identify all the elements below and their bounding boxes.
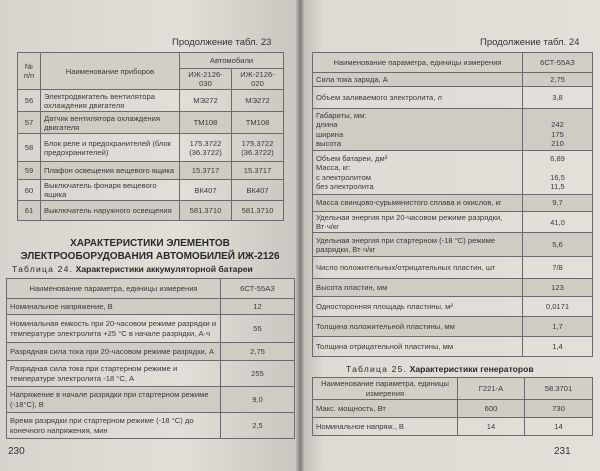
cell-value [523, 279, 593, 297]
cell-value: 14 [458, 418, 525, 436]
table-25-title: Характеристики генераторов [409, 364, 534, 374]
cell-param [313, 257, 523, 279]
cell-text: 0,0171 [545, 302, 570, 312]
cell-num: 57 [18, 112, 41, 134]
table-24-part-1 [6, 278, 295, 439]
table-row [18, 112, 284, 134]
header-num: № п/п [18, 53, 41, 90]
cell-value [523, 317, 593, 337]
cell-param: Разрядная сила тока при 20-часовом режиме разрядки, А [7, 343, 221, 361]
cell-num: 56 [18, 90, 41, 112]
cell-value: 14 [525, 418, 593, 436]
cell-name: Выключатель наружного освещения [41, 201, 180, 221]
cell-value: 175.3722 (36.3722) [180, 134, 232, 162]
cell-value: ТМ108 [180, 112, 232, 134]
cell-text: 3,8 [552, 92, 563, 102]
cell-name: Плафон освещения вещевого ящика [41, 162, 180, 180]
cell-value: 2,5 [221, 413, 295, 439]
cell-value: МЭ272 [180, 90, 232, 112]
cell-value: 581.3710 [180, 201, 232, 221]
cell-text: Высота пластин, мм [316, 283, 388, 293]
cell-value: ВК407 [232, 180, 284, 201]
cell-text: 7/8 [552, 263, 563, 273]
cell-text: без электролита [316, 181, 374, 191]
table-row [313, 73, 593, 87]
book-gutter [296, 0, 304, 471]
cell-num: 59 [18, 162, 41, 180]
cell-param: Время разрядки при стартерном режиме (-18 °С) до конечного напряжения, мин [7, 413, 221, 439]
section-title-line-1: ХАРАКТЕРИСТИКИ ЭЛЕМЕНТОВ [70, 238, 230, 249]
cell-param [313, 195, 523, 212]
cell-name: Датчик вентилятора охлаждения двигателя [41, 112, 180, 134]
cell-param [313, 297, 523, 317]
table-row [18, 180, 284, 201]
header-auto: Автомобили [180, 53, 284, 69]
cell-value: 55 [221, 315, 295, 343]
table-row [18, 90, 284, 112]
cell-text: 210 [551, 138, 564, 148]
cell-param [313, 279, 523, 297]
cell-text: длина [316, 120, 338, 130]
header-name: Наименование приборов [41, 53, 180, 90]
cell-text: Толщина отрицательной пластины, мм [316, 342, 454, 352]
table-row [7, 361, 295, 387]
cell-text: 2,75 [550, 74, 565, 84]
header-value: 6СТ-55АЗ [221, 279, 295, 299]
cell-param: Напряжение в начале разрядки при стартерном режиме (-18°С), В [7, 387, 221, 413]
cell-text: ширина [316, 129, 344, 139]
cell-text: 1,7 [552, 322, 563, 332]
table-row [7, 413, 295, 439]
cell-text: Удельная энергия при стартерном (-18 °С) режиме разрядки, Вт·ч/кг [316, 235, 496, 254]
table-row [313, 317, 593, 337]
cell-text: 11,5 [550, 181, 565, 191]
table-row [313, 297, 593, 317]
cell-value: 600 [458, 400, 525, 418]
cell-text: 123 [551, 283, 564, 293]
table-row [7, 315, 295, 343]
continuation-label: Продолжение табл. 24 [480, 37, 580, 48]
cell-param: Разрядная сила тока при стартерном режиме и температуре электролита -18 °С, А [7, 361, 221, 387]
cell-value: 12 [221, 299, 295, 315]
cell-param: Номинальная емкость при 20-часовом режиме разрядки и температуре электролита +25 °С в начале разрядки, А·ч [7, 315, 221, 343]
cell-param [313, 212, 523, 233]
cell-value: МЭ272 [232, 90, 284, 112]
cell-text: 9,7 [552, 198, 563, 208]
cell-param: Номинальное напряж., В [313, 418, 458, 436]
cell-value: 15.3717 [232, 162, 284, 180]
table-row [313, 195, 593, 212]
cell-name: Электродвигатель вентилятора охлаждения двигателя [41, 90, 180, 112]
table-row [18, 201, 284, 221]
cell-text: Удельная энергия при 20-часовом режиме разрядки, Вт·ч/кг [316, 213, 503, 232]
cell-value [523, 195, 593, 212]
continuation-label: Продолжение табл. 23 [172, 37, 272, 48]
table-25 [312, 377, 593, 436]
cell-value [523, 233, 593, 257]
cell-param [313, 233, 523, 257]
table-row [313, 400, 593, 418]
cell-value [523, 257, 593, 279]
table-row [313, 233, 593, 257]
cell-param: Макс. мощность, Вт [313, 400, 458, 418]
cell-value: 15.3717 [180, 162, 232, 180]
cell-value [523, 297, 593, 317]
cell-value: 9,0 [221, 387, 295, 413]
page-number: 231 [554, 446, 571, 457]
right-page [300, 0, 600, 471]
table-row [7, 343, 295, 361]
table-25-label: Таблица 25. [346, 364, 408, 374]
table-row [313, 109, 593, 151]
header-param: Наименование параметра, единицы измерения [7, 279, 221, 299]
table-row [18, 162, 284, 180]
cell-value: 730 [525, 400, 593, 418]
cell-text: 5,6 [552, 240, 563, 250]
page-number: 230 [8, 446, 25, 457]
cell-value [523, 109, 593, 151]
table-row [313, 87, 593, 109]
table-row [313, 418, 593, 436]
cell-text: Масса, кг: [316, 163, 351, 173]
table-row [18, 134, 284, 162]
cell-param [313, 87, 523, 109]
header-value: 6СТ-55АЗ [523, 53, 593, 73]
cell-value: 255 [221, 361, 295, 387]
cell-text: Габариты, мм: [316, 111, 367, 121]
table-row [7, 387, 295, 413]
cell-value [523, 212, 593, 233]
table-24-part-2 [312, 52, 593, 357]
cell-text: Объем батареи, дм³ [316, 154, 388, 164]
table-25-caption [346, 364, 596, 374]
header-generator-1: Г221-А [458, 378, 525, 400]
cell-text: 242 [551, 120, 564, 130]
cell-text: Объем заливаемого электролита, л [316, 92, 442, 102]
table-23 [17, 52, 284, 221]
cell-value: 581.3710 [232, 201, 284, 221]
cell-param [313, 317, 523, 337]
header-param: Наименование параметра, единицы измерения [313, 53, 523, 73]
header-model-1: ИЖ-2126-030 [180, 69, 232, 90]
table-row [313, 151, 593, 195]
cell-param [313, 151, 523, 195]
cell-text: 41,0 [550, 217, 565, 227]
cell-text: 16,5 [550, 172, 565, 182]
cell-name: Выключатель фонаря вещевого ящика [41, 180, 180, 201]
cell-num: 60 [18, 180, 41, 201]
cell-num: 61 [18, 201, 41, 221]
cell-value [523, 337, 593, 357]
cell-value: 2,75 [221, 343, 295, 361]
cell-text: Число положительных/отрицательных пластин, шт [316, 263, 496, 273]
cell-param: Номинальное напряжение, В [7, 299, 221, 315]
table-row [313, 279, 593, 297]
cell-value [523, 87, 593, 109]
cell-value [523, 151, 593, 195]
cell-text: Толщина положительной пластины, мм [316, 322, 455, 332]
cell-param [313, 73, 523, 87]
table-row [313, 257, 593, 279]
cell-text: 6,89 [550, 154, 565, 164]
header-param: Наименование параметра, единицы измерения [313, 378, 458, 400]
cell-text: Односторонняя площадь пластины, м² [316, 302, 453, 312]
cell-text: 1,4 [552, 342, 563, 352]
cell-text: 175 [551, 129, 564, 139]
table-24-title: Характеристики аккумуляторной батареи [75, 264, 253, 274]
cell-text: с электролитом [316, 172, 371, 182]
header-generator-2: 58.3701 [525, 378, 593, 400]
table-row [313, 337, 593, 357]
section-title [17, 238, 283, 263]
cell-value [523, 73, 593, 87]
cell-name: Блок реле и предохранителей (блок предохранителей) [41, 134, 180, 162]
section-title-line-2: ЭЛЕКТРООБОРУДОВАНИЯ АВТОМОБИЛЕЙ ИЖ-2126 [20, 250, 280, 262]
cell-value: ТМ108 [232, 112, 284, 134]
cell-text: высота [316, 138, 342, 148]
header-model-2: ИЖ-2126-020 [232, 69, 284, 90]
table-row [7, 299, 295, 315]
cell-value: 175.3722 (36.3722) [232, 134, 284, 162]
table-24-label: Таблица 24. [12, 264, 74, 274]
cell-text: Сила тока заряда, А [316, 74, 388, 84]
cell-text: Масса свинцово-сурьмянистого сплава и окислов, кг [316, 198, 502, 208]
cell-param [313, 337, 523, 357]
cell-value: ВК407 [180, 180, 232, 201]
cell-param [313, 109, 523, 151]
cell-num: 58 [18, 134, 41, 162]
table-row [313, 212, 593, 233]
table-24-caption [12, 264, 296, 274]
